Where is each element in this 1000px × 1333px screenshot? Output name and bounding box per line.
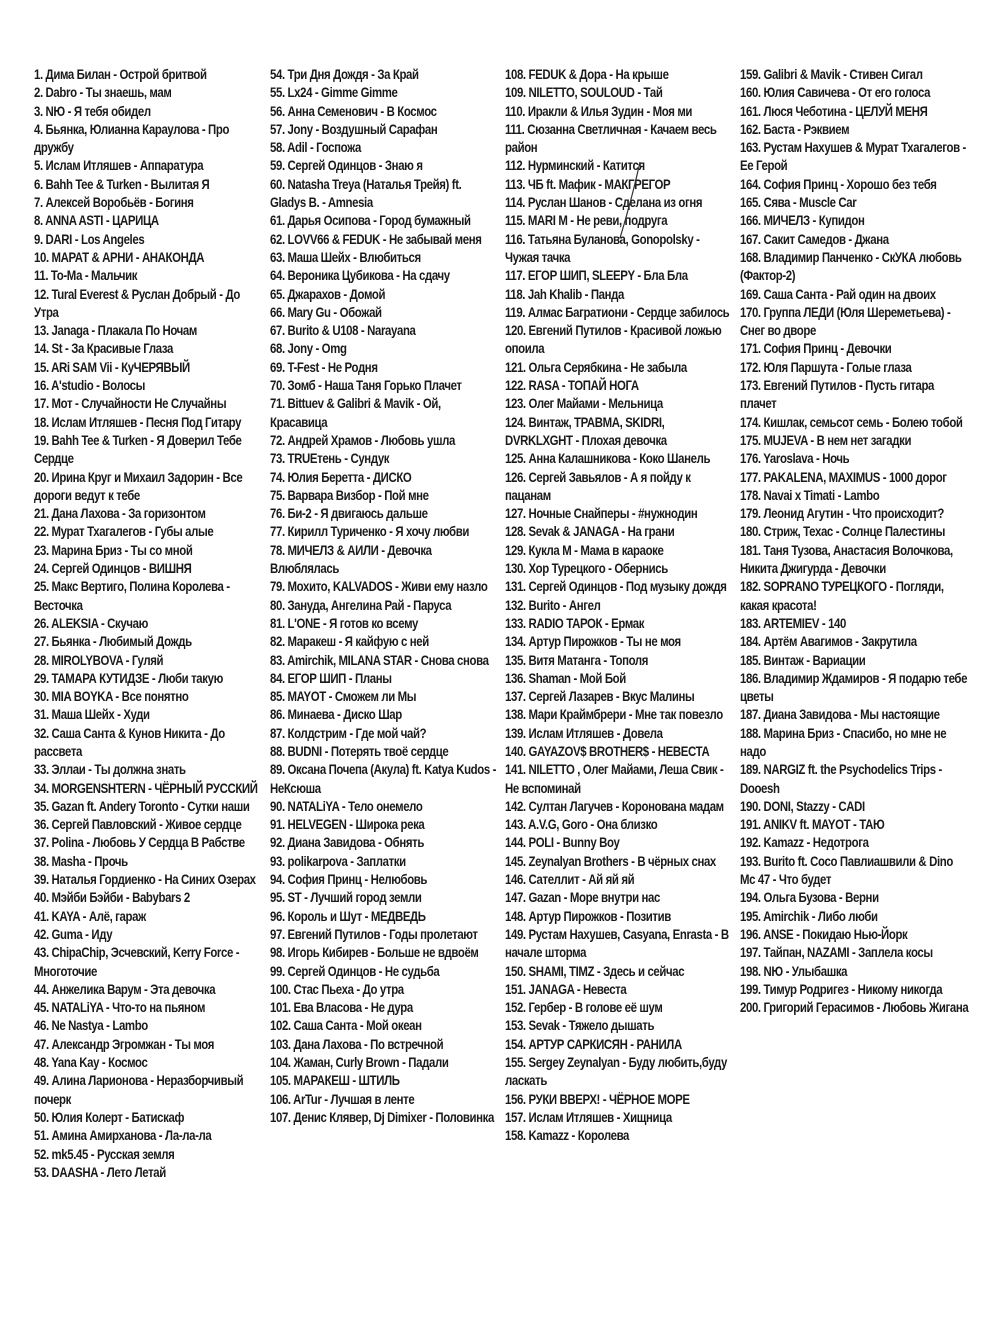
song-entry: 102. Саша Санта - Мой океан — [270, 1018, 422, 1034]
song-entry: 95. ST - Лучший город земли — [270, 890, 422, 906]
song-entry: 16. A'studio - Волосы — [34, 378, 146, 394]
song-entry: 181. Таня Тузова, Анастасия Волочкова, Никита Джигурда - Девочки — [740, 542, 953, 577]
song-entry: 44. Анжелика Варум - Эта девочка — [34, 981, 216, 997]
song-entry: 71. Bittuev & Galibri & Mavik - Ой, Красавица — [270, 396, 441, 430]
song-entry: 58. Adil - Госпожа — [270, 140, 361, 156]
song-entry: 11. То-Ма - Мальчик — [34, 268, 138, 284]
song-entry: 24. Сергей Одинцов - ВИШНЯ — [34, 561, 192, 577]
song-entry: 68. Jony - Omg — [270, 341, 347, 357]
song-entry: 159. Galibri & Mavik - Стивен Сигал — [740, 67, 923, 82]
song-entry: 113. ЧБ ft. Мафик - МАКГРЕГОР — [505, 176, 671, 192]
song-entry: 37. Polina - Любовь У Сердца В Рабстве — [34, 835, 245, 851]
song-entry: 10. МАРАТ & АРНИ - АНАКОНДА — [34, 249, 205, 265]
song-entry: 142. Султан Лагучев - Коронована мадам — [505, 798, 724, 814]
song-entry: 114. Руслан Шанов - Сделана из огня — [505, 195, 703, 211]
song-entry: 188. Марина Бриз - Спасибо, но мне не надо — [740, 725, 947, 759]
song-entry: 195. Amirchik - Либо люби — [740, 908, 878, 924]
song-entry: 13. Janaga - Плакала По Ночам — [34, 323, 197, 339]
song-entry: 155. Sergey Zeynalyan - Буду любить,буду ласкать — [505, 1055, 727, 1089]
song-entry: 6. Bahh Tee & Turken - Вылитая Я — [34, 176, 210, 192]
song-entry: 46. Ne Nastya - Lambo — [34, 1018, 148, 1034]
song-entry: 2. Dabro - Ты знаешь, мам — [34, 85, 172, 101]
song-entry: 45. NATALiYA - Что-то на пьяном — [34, 1000, 206, 1016]
song-entry: 70. Зомб - Наша Таня Горько Плачет — [270, 378, 462, 394]
song-entry: 93. polikarpova - Заплатки — [270, 853, 406, 869]
song-entry: 143. A.V.G, Goro - Она близко — [505, 817, 658, 833]
song-entry: 75. Варвара Визбор - Пой мне — [270, 487, 429, 503]
song-entry: 101. Ева Власова - Не дура — [270, 1000, 413, 1016]
song-entry: 164. София Принц - Хорошо без тебя — [740, 176, 937, 192]
song-entry: 134. Артур Пирожков - Ты не моя — [505, 634, 681, 650]
song-entry: 145. Zeynalyan Brothers - В чёрных снах — [505, 853, 716, 869]
song-entry: 139. Ислам Итляшев - Довела — [505, 725, 663, 741]
song-entry: 54. Три Дня Дождя - За Край — [270, 67, 419, 82]
song-entry: 66. Mary Gu - Обожай — [270, 304, 382, 320]
song-entry: 141. NILETTO , Олег Майами, Леша Свик - Не вспоминай — [505, 762, 724, 796]
song-entry: 116. Татьяна Буланова, Gonopolsky - Чужая тачка — [505, 231, 700, 265]
song-entry: 135. Витя Матанга - Тополя — [505, 652, 649, 668]
song-entry: 151. JANAGA - Невеста — [505, 981, 627, 997]
song-entry: 82. Маракеш - Я кайфую с ней — [270, 634, 429, 650]
song-entry: 131. Сергей Одинцов - Под музыку дождя — [505, 579, 727, 595]
song-entry: 108. FEDUK & Дора - На крыше — [505, 67, 669, 82]
song-entry: 30. MIA BOYKA - Все понятно — [34, 689, 189, 705]
song-entry: 133. RADIO ТАРОК - Ермак — [505, 615, 645, 631]
song-entry: 130. Хор Турецкого - Обернись — [505, 561, 668, 577]
song-entry: 31. Маша Шейх - Худи — [34, 707, 150, 723]
song-entry: 121. Ольга Серябкина - Не забыла — [505, 359, 687, 375]
song-entry: 156. РУКИ ВВЕРХ! - ЧЁРНОЕ МОРЕ — [505, 1091, 690, 1107]
song-entry: 29. ТАМАРА КУТИДЗЕ - Люби такую — [34, 670, 223, 686]
song-entry: 140. GAYAZOV$ BROTHER$ - НЕВЕСТА — [505, 743, 710, 759]
song-entry: 96. Король и Шут - МЕДВЕДЬ — [270, 908, 426, 924]
song-entry: 170. Группа ЛЕДИ (Юля Шереметьева) - Снег во дворе — [740, 304, 951, 339]
song-entry: 12. Tural Everest & Руслан Добрый - До Утра — [34, 286, 240, 320]
song-entry: 100. Стас Пьеха - До утра — [270, 981, 404, 997]
song-entry: 107. Денис Клявер, Dj Dimixer - Половинка — [270, 1109, 495, 1125]
song-entry: 125. Анна Калашникова - Коко Шанель — [505, 451, 711, 467]
song-entry: 144. POLI - Bunny Boy — [505, 835, 620, 851]
song-entry: 110. Иракли & Илья Зудин - Моя ми — [505, 103, 693, 119]
song-entry: 92. Диана Завидова - Обнять — [270, 835, 425, 851]
song-entry: 38. Masha - Прочь — [34, 853, 128, 869]
song-entry: 157. Ислам Итляшев - Хищница — [505, 1109, 672, 1125]
song-entry: 182. SOPRANO ТУРЕЦКОГО - Погляди, какая красота! — [740, 579, 944, 613]
song-entry: 172. Юля Паршута - Голые глаза — [740, 359, 912, 375]
song-entry: 175. MUJEVA - В нем нет загадки — [740, 432, 912, 448]
song-entry: 87. Колдстрим - Где мой чай? — [270, 725, 427, 741]
song-entry: 120. Евгений Путилов - Красивой ложью опоила — [505, 323, 722, 357]
song-entry: 117. ЕГОР ШИП, SLEEPY - Бла Бла — [505, 268, 688, 284]
song-entry: 174. Кишлак, семьсот семь - Болею тобой — [740, 414, 963, 430]
song-entry: 63. Маша Шейх - Влюбиться — [270, 249, 421, 265]
song-entry: 81. L'ONE - Я готов ко всему — [270, 615, 418, 631]
song-entry: 147. Gazan - Море внутри нас — [505, 890, 660, 906]
song-entry: 115. MARI M - Не реви, подруга — [505, 213, 668, 229]
song-entry: 84. ЕГОР ШИП - Планы — [270, 670, 392, 686]
song-entry: 99. Сергей Одинцов - Не судьба — [270, 963, 440, 979]
song-entry: 129. Кукла М - Мама в караоке — [505, 542, 664, 558]
song-entry: 103. Дана Лахова - По встречной — [270, 1036, 444, 1052]
song-entry: 23. Марина Бриз - Ты со мной — [34, 542, 193, 558]
song-entry: 51. Амина Амирханова - Ла-ла-ла — [34, 1128, 212, 1144]
song-entry: 168. Владимир Панченко - СкУКА любовь (Фактор-2) — [740, 249, 962, 284]
song-entry: 112. Нурминский - Катится — [505, 158, 645, 174]
song-entry: 5. Ислам Итляшев - Аппаратура — [34, 158, 204, 174]
song-entry: 148. Артур Пирожков - Позитив — [505, 908, 671, 924]
song-entry: 15. ARi SAM Vii - КуЧЕРЯВЫЙ — [34, 359, 190, 375]
song-entry: 80. Зануда, Ангелина Рай - Паруса — [270, 597, 452, 613]
song-entry: 154. АРТУР САРКИСЯН - РАНИЛА — [505, 1036, 682, 1052]
song-entry: 33. Эллаи - Ты должна знать — [34, 762, 186, 778]
song-entry: 146. Сателлит - Ай яй яй — [505, 872, 635, 888]
song-entry: 64. Вероника Цубикова - На сдачу — [270, 268, 450, 284]
song-entry: 158. Kamazz - Королева — [505, 1128, 630, 1144]
song-entry: 171. София Принц - Девочки — [740, 341, 892, 357]
song-entry: 196. ANSE - Покидаю Нью-Йорк — [740, 926, 908, 942]
song-entry: 65. Джарахов - Домой — [270, 286, 386, 302]
song-entry: 111. Сюзанна Светличная - Качаем весь район — [505, 121, 717, 156]
song-entry: 183. ARTEMIEV - 140 — [740, 615, 846, 631]
song-entry: 17. Мот - Случайности Не Случайны — [34, 396, 227, 412]
song-entry: 20. Ирина Круг и Михаил Задорин - Все дороги ведут к тебе — [34, 469, 243, 503]
song-entry: 85. MAYOT - Сможем ли Мы — [270, 689, 417, 705]
song-entry: 198. NЮ - Улыбашка — [740, 963, 848, 979]
song-entry: 77. Кирилл Туриченко - Я хочу любви — [270, 524, 470, 540]
song-entry: 177. PAKALENA, MAXIMUS - 1000 дорог — [740, 469, 947, 485]
song-column-4 — [740, 66, 970, 1017]
song-entry: 200. Григорий Герасимов - Любовь Жигана — [740, 1000, 969, 1016]
song-entry: 40. Мэйби Бэйби - Babybars 2 — [34, 890, 190, 906]
song-entry: 27. Бьянка - Любимый Дождь — [34, 634, 192, 650]
song-entry: 72. Андрей Храмов - Любовь ушла — [270, 432, 455, 448]
song-column-3 — [505, 66, 733, 1146]
song-entry: 67. Burito & U108 - Narayana — [270, 323, 416, 339]
song-entry: 186. Владимир Ждамиров - Я подарю тебе цветы — [740, 670, 968, 705]
song-entry: 126. Сергей Завьялов - А я пойду к пацанам — [505, 469, 691, 503]
song-entry: 98. Игорь Кибирев - Больше не вдвоём — [270, 945, 479, 961]
song-entry: 178. Navai x Timati - Lambo — [740, 487, 880, 503]
song-entry: 176. Yaroslava - Ночь — [740, 451, 850, 467]
song-entry: 127. Ночные Снайперы - #нужнодин — [505, 506, 698, 522]
song-entry: 36. Сергей Павловский - Живое сердце — [34, 817, 242, 833]
song-entry: 56. Анна Семенович - В Космос — [270, 103, 437, 119]
song-entry: 167. Сакит Самедов - Джана — [740, 231, 889, 247]
song-entry: 150. SHAMI, TIMZ - Здесь и сейчас — [505, 963, 685, 979]
song-entry: 173. Евгений Путилов - Пусть гитара плачет — [740, 378, 935, 412]
song-entry: 86. Минаева - Диско Шар — [270, 707, 402, 723]
song-entry: 179. Леонид Агутин - Что происходит? — [740, 506, 945, 522]
song-entry: 97. Евгений Путилов - Годы пролетают — [270, 926, 478, 942]
song-entry: 162. Баста - Рэквием — [740, 121, 850, 137]
song-entry: 47. Александр Эгромжан - Ты моя — [34, 1036, 215, 1052]
song-entry: 165. Сява - Muscle Car — [740, 195, 857, 211]
song-entry: 136. Shaman - Мой Бой — [505, 670, 626, 686]
song-entry: 74. Юлия Беретта - ДИСКО — [270, 469, 412, 485]
song-entry: 88. BUDNI - Потерять твоё сердце — [270, 743, 449, 759]
song-entry: 76. Би-2 - Я двигаюсь дальше — [270, 506, 428, 522]
song-entry: 149. Рустам Нахушев, Casyana, Enrasta - В начале шторма — [505, 926, 729, 961]
song-entry: 39. Наталья Гордиенко - На Синих Озерах — [34, 872, 256, 888]
song-entry: 105. МАРАКЕШ - ШТИЛЬ — [270, 1073, 400, 1089]
song-entry: 118. Jah Khalib - Панда — [505, 286, 625, 302]
song-entry: 191. ANIKV ft. MAYOT - ТАЮ — [740, 817, 885, 833]
song-entry: 153. Sevak - Тяжело дышать — [505, 1018, 655, 1034]
song-entry: 106. ArTur - Лучшая в ленте — [270, 1091, 415, 1107]
song-entry: 62. LOVV66 & FEDUK - Не забывай меня — [270, 231, 482, 247]
song-entry: 53. DAASHA - Лето Летай — [34, 1164, 166, 1180]
song-entry: 32. Саша Санта & Кунов Никита - До рассвета — [34, 725, 225, 759]
song-entry: 26. ALEKSIA - Скучаю — [34, 615, 148, 631]
song-entry: 55. Lx24 - Gimme Gimme — [270, 85, 398, 101]
song-entry: 89. Оксана Почепа (Акула) ft. Katya Kudos - НеКсюша — [270, 762, 497, 796]
song-column-2 — [270, 66, 498, 1127]
song-entry: 78. МИЧЕЛЗ & АИЛИ - Девочка Влюблялась — [270, 542, 432, 577]
song-entry: 7. Алексей Воробьёв - Богиня — [34, 195, 194, 211]
song-entry: 138. Мари Краймбрери - Мне так повезло — [505, 707, 723, 723]
song-entry: 184. Артём Авагимов - Закрутила — [740, 634, 917, 650]
song-entry: 61. Дарья Осипова - Город бумажный — [270, 213, 471, 229]
song-entry: 19. Bahh Tee & Turken - Я Доверил Тебе Сердце — [34, 432, 242, 467]
song-entry: 192. Kamazz - Недотрога — [740, 835, 869, 851]
song-entry: 160. Юлия Савичева - От его голоса — [740, 85, 931, 101]
song-entry: 91. HELVEGEN - Широка река — [270, 817, 425, 833]
song-entry: 14. St - За Красивые Глаза — [34, 341, 173, 357]
song-entry: 59. Сергей Одинцов - Знаю я — [270, 158, 423, 174]
song-entry: 124. Винтаж, ТРАВМА, SKIDRI, DVRKLXGHT - Плохая девочка — [505, 414, 667, 448]
song-entry: 41. KAYA - Алё, гараж — [34, 908, 146, 924]
song-entry: 18. Ислам Итляшев - Песня Под Гитару — [34, 414, 242, 430]
song-entry: 190. DONI, Stazzy - CADI — [740, 798, 865, 814]
song-entry: 73. TRUEтень - Сундук — [270, 451, 390, 467]
song-entry: 128. Sevak & JANAGA - На грани — [505, 524, 675, 540]
song-entry: 119. Алмас Багратиони - Сердце забилось — [505, 304, 730, 320]
song-entry: 193. Burito ft. Coco Павлиашвили & Dino Mc 47 - Что будет — [740, 853, 953, 888]
song-column-1 — [34, 66, 262, 1182]
song-entry: 109. NILETTO, SOULOUD - Тай — [505, 85, 663, 101]
song-entry: 94. София Принц - Нелюбовь — [270, 872, 428, 888]
song-entry: 83. Amirchik, MILANA STAR - Снова снова — [270, 652, 489, 668]
song-entry: 187. Диана Завидова - Мы настоящие — [740, 707, 940, 723]
song-entry: 43. ChipaChip, Эсчевский, Kerry Force - Многоточие — [34, 945, 240, 979]
song-entry: 1. Дима Билан - Острой бритвой — [34, 67, 207, 82]
song-entry: 25. Макс Вертиго, Полина Королева - Весточка — [34, 579, 230, 613]
song-entry: 132. Burito - Ангел — [505, 597, 601, 613]
song-entry: 35. Gazan ft. Andery Toronto - Сутки наши — [34, 798, 250, 814]
song-entry: 21. Дана Лахова - За горизонтом — [34, 506, 206, 522]
song-entry: 161. Люся Чеботина - ЦЕЛУЙ МЕНЯ — [740, 103, 928, 119]
song-entry: 189. NARGIZ ft. the Psychodelics Trips - Dooesh — [740, 762, 942, 796]
song-entry: 8. ANNA ASTI - ЦАРИЦА — [34, 213, 159, 229]
song-entry: 4. Бьянка, Юлианна Караулова - Про дружбу — [34, 121, 230, 156]
song-entry: 169. Саша Санта - Рай один на двоих — [740, 286, 936, 302]
song-entry: 22. Мурат Тхагалегов - Губы алые — [34, 524, 214, 540]
song-entry: 48. Yana Kay - Космос — [34, 1055, 148, 1071]
song-entry: 199. Тимур Родригез - Никому никогда — [740, 981, 943, 997]
song-entry: 34. MORGENSHTERN - ЧЁРНЫЙ РУССКИЙ — [34, 780, 258, 796]
song-entry: 163. Рустам Нахушев & Мурат Тхагалегов - Ее Герой — [740, 140, 966, 174]
song-entry: 194. Ольга Бузова - Верни — [740, 890, 879, 906]
song-entry: 60. Natasha Treya (Наталья Трейя) ft. Gladys B. - Amnesia — [270, 176, 462, 211]
song-entry: 79. Мохито, KALVADOS - Живи ему назло — [270, 579, 488, 595]
song-entry: 69. T-Fest - Не Родня — [270, 359, 378, 375]
song-entry: 166. МИЧЕЛЗ - Купидон — [740, 213, 865, 229]
song-entry: 152. Гербер - В голове её шум — [505, 1000, 663, 1016]
song-entry: 104. Жаман, Curly Brown - Падали — [270, 1055, 449, 1071]
song-entry: 50. Юлия Колерт - Батискаф — [34, 1109, 185, 1125]
song-entry: 28. MIROLYBOVA - Гуляй — [34, 652, 164, 668]
song-entry: 185. Винтаж - Вариации — [740, 652, 866, 668]
song-entry: 49. Алина Ларионова - Неразборчивый почерк — [34, 1073, 244, 1107]
song-entry: 197. Тайпан, NAZAMI - Заплела косы — [740, 945, 933, 961]
song-entry: 3. NЮ - Я тебя обидел — [34, 103, 151, 119]
song-entry: 122. RASA - ТОПАЙ НОГА — [505, 378, 639, 394]
song-entry: 42. Guma - Иду — [34, 926, 113, 942]
song-entry: 137. Сергей Лазарев - Вкус Малины — [505, 689, 695, 705]
song-entry: 52. mk5.45 - Русская земля — [34, 1146, 175, 1162]
song-entry: 57. Jony - Воздушный Сарафан — [270, 121, 438, 137]
song-entry: 180. Стриж, Техас - Солнце Палестины — [740, 524, 945, 540]
song-entry: 9. DARI - Los Angeles — [34, 231, 145, 247]
song-entry: 123. Олег Майами - Мельница — [505, 396, 663, 412]
song-entry: 90. NATALiYA - Тело онемело — [270, 798, 423, 814]
